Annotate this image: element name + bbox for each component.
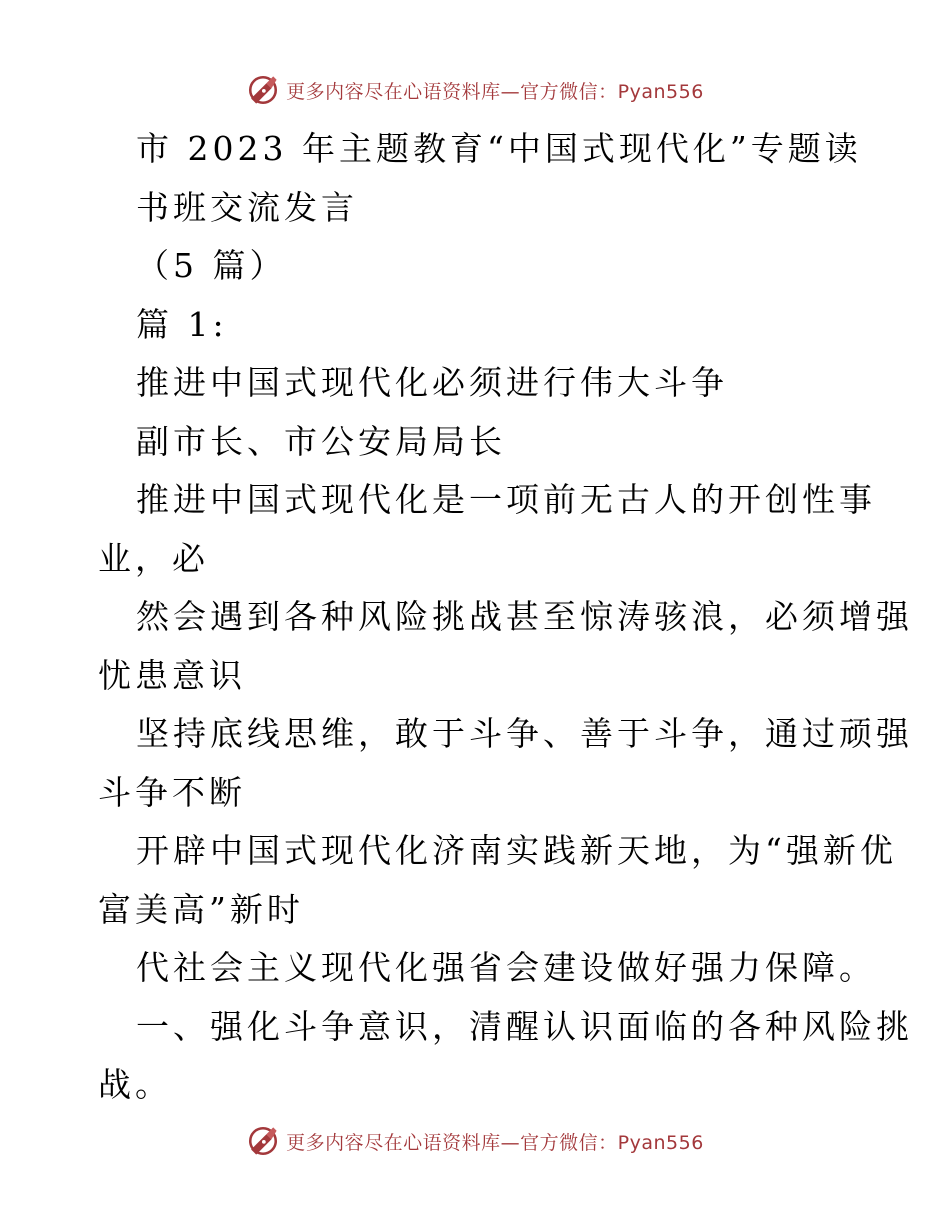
title-line-1: 市 2023 年主题教育“中国式现代化”专题读 [136,129,862,168]
paragraph-line: 忧患意识 [98,655,246,695]
pen-nib-logo-icon [246,73,280,107]
author-line: 副市长、市公安局局长 [136,421,506,461]
pen-nib-logo-icon [246,1124,280,1158]
header-banner [0,68,950,112]
title-count: （5 篇） [136,246,287,285]
title-line-2: 书班交流发言 [136,187,358,227]
paragraph-line: 然会遇到各种风险挑战甚至惊涛骇浪，必须增强 [136,597,913,636]
footer-banner [0,1119,950,1163]
banner-text: 更多内容尽在心语资料库—官方微信：Pyan556 [286,80,704,103]
paragraph-line: 开辟中国式现代化济南实践新天地，为“强新优 [136,831,897,870]
paragraph-line: 推进中国式现代化是一项前无古人的开创性事 [136,480,876,519]
paragraph-line: 战。 [98,1065,172,1104]
section-heading: 一、强化斗争意识，清醒认识面临的各种风险挑 [136,1006,913,1046]
section-label: 篇 1: [136,304,228,344]
paragraph-line: 斗争不断 [98,772,246,812]
paragraph-line: 富美高”新时 [98,889,304,929]
banner-text: 更多内容尽在心语资料库—官方微信：Pyan556 [286,1131,704,1154]
document-body [98,120,913,1115]
paragraph-line: 坚持底线思维，敢于斗争、善于斗争，通过顽强 [136,714,913,753]
article-title: 推进中国式现代化必须进行伟大斗争 [136,363,728,402]
paragraph-line: 业，必 [98,538,209,578]
paragraph-line: 代社会主义现代化强省会建设做好强力保障。 [136,948,876,987]
